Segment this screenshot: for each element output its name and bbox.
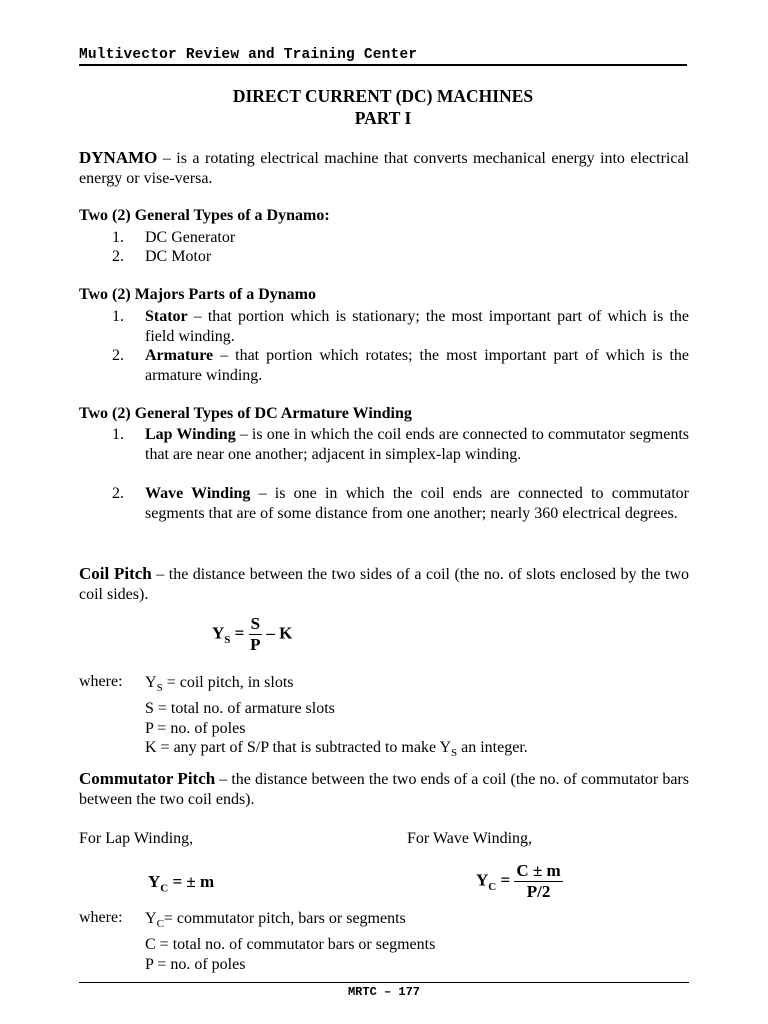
list-item: 1. DC Generator	[112, 229, 236, 246]
commutator-pitch-definition: Commutator Pitch – the distance between the two ends of a coil (the no. of commutator bars between the two coil ends).	[79, 769, 689, 808]
list-item: C = total no. of commutator bars or segments	[145, 935, 436, 953]
commutator-pitch-where-list	[145, 909, 435, 974]
general-types-heading: Two (2) General Types of a Dynamo:	[79, 207, 330, 224]
list-item: 2. DC Motor	[112, 248, 212, 265]
dynamo-definition	[79, 148, 689, 188]
coil-pitch-where-list	[145, 673, 528, 764]
list-item: P = no. of poles	[145, 955, 246, 973]
where-label: where:	[79, 673, 123, 690]
dynamo-term: DYNAMO	[79, 148, 158, 167]
list-item: 1. Lap Winding – is one in which the coil ends are connected to commutator segments that are near one another; adjacent in simplex-lap winding.	[112, 426, 690, 463]
dynamo-text: – is a rotating electrical machine that converts mechanical energy into electrical energy or vise-versa.	[79, 150, 689, 187]
list-item: $Y_S$ = coil pitch, in slots	[145, 674, 294, 695]
page-title: DIRECT CURRENT (DC) MACHINES	[232, 86, 534, 106]
major-parts-heading: Two (2) Majors Parts of a Dynamo	[79, 286, 316, 303]
coil-pitch-formula: $Y_S$ = $\frac{S}{P}$ – K	[212, 614, 293, 654]
list-item: S = total no. of armature slots	[145, 699, 335, 717]
lap-winding-label: For Lap Winding,	[79, 830, 194, 847]
wave-winding-formula: $Y_C$ = $\frac{C \pm m}{P/2}$	[476, 861, 561, 901]
coil-pitch-definition: Coil Pitch – the distance between the two sides of a coil (the no. of slots enclosed by the two coil sides).	[79, 564, 690, 603]
list-item: 1. Stator – that portion which is stationary; the most important part of which is the field winding.	[112, 308, 689, 345]
page-subtitle: PART I	[354, 108, 412, 128]
list-item: 2. Wave Winding – is one in which the coil ends are connected to commutator segments that are of some distance from one another; nearly 360 electrical degrees.	[112, 485, 689, 522]
where-label: where:	[79, 909, 123, 926]
lap-winding-formula: $Y_C$ = ± m	[148, 872, 215, 895]
armature-winding-heading: Two (2) General Types of DC Armature Winding	[79, 405, 412, 422]
wave-winding-label: For Wave Winding,	[407, 830, 533, 847]
page-header: Multivector Review and Training Center	[79, 47, 687, 66]
footer-divider	[79, 982, 689, 983]
page-footer: MRTC – 177	[347, 985, 420, 999]
list-item: $Y_C=$ commutator pitch, bars or segments	[145, 910, 406, 931]
list-item: K = any part of S/P that is subtracted to make $Y_S$ an integer.	[145, 739, 528, 760]
list-item: P = no. of poles	[145, 719, 246, 737]
list-item: 2. Armature – that portion which rotates; the most important part of which is the armature winding.	[112, 347, 689, 384]
